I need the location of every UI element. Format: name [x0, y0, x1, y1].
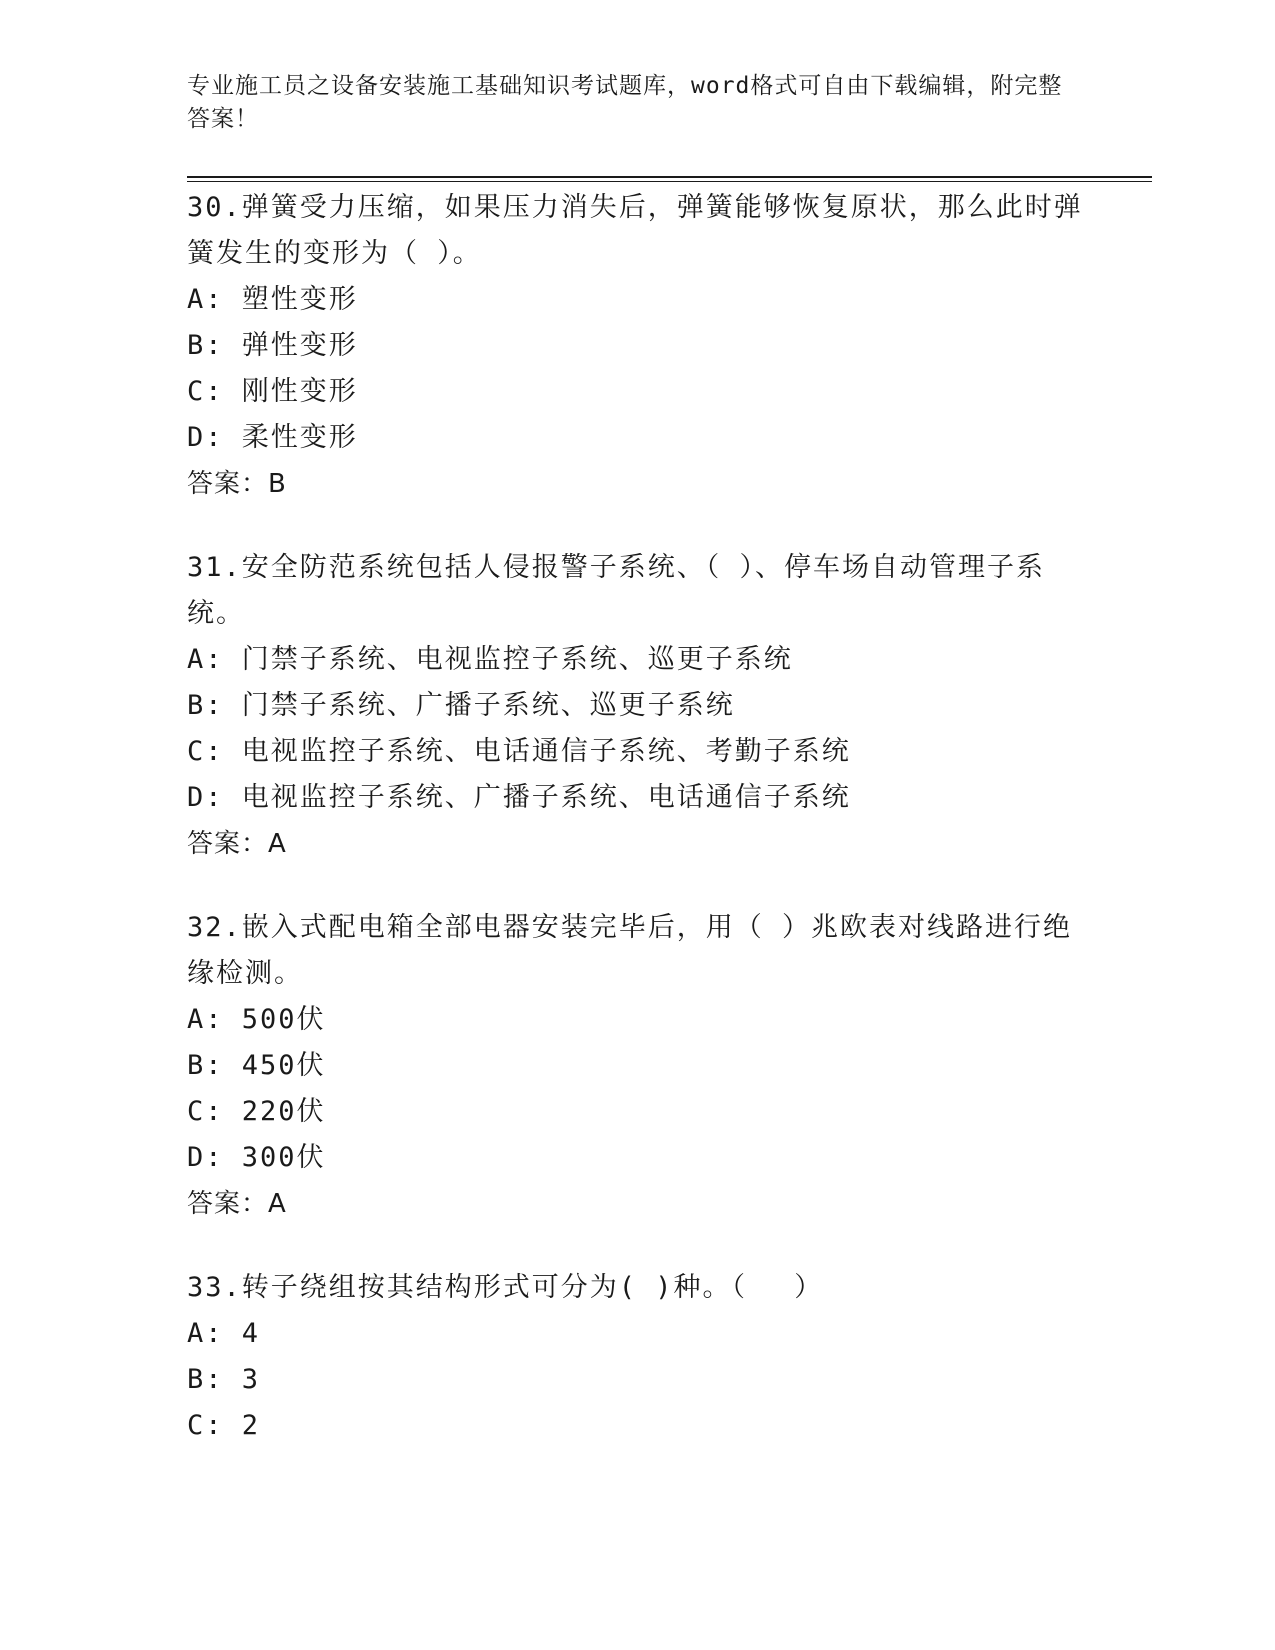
document-header: 专业施工员之设备安装施工基础知识考试题库，word格式可自由下载编辑，附完整答案！ [187, 73, 1063, 132]
header-divider [187, 176, 1152, 178]
question-33 [187, 1265, 1087, 1449]
option-d: D: 300伏 [187, 1142, 326, 1173]
option-b: B: 门禁子系统、广播子系统、巡更子系统 [187, 690, 735, 721]
question-31 [187, 545, 1087, 867]
question-stem: 33.转子绕组按其结构形式可分为( )种。（ ） [187, 1272, 824, 1303]
question-stem: 30.弹簧受力压缩，如果压力消失后，弹簧能够恢复原状，那么此时弹簧发生的变形为（ ）。 [187, 192, 1083, 269]
answer: 答案：B [187, 469, 287, 499]
answer: 答案：A [187, 829, 287, 859]
option-c: C: 电视监控子系统、电话通信子系统、考勤子系统 [187, 736, 851, 767]
question-32 [187, 905, 1087, 1227]
question-30 [187, 185, 1087, 507]
option-b: B: 弹性变形 [187, 330, 358, 361]
option-d: D: 柔性变形 [187, 422, 358, 453]
question-stem: 32.嵌入式配电箱全部电器安装完毕后，用（ ）兆欧表对线路进行绝缘检测。 [187, 912, 1073, 989]
question-stem: 31.安全防范系统包括人侵报警子系统、（ ）、停车场自动管理子系统。 [187, 552, 1046, 629]
option-a: A: 500伏 [187, 1004, 326, 1035]
answer: 答案：A [187, 1189, 287, 1219]
option-a: A: 4 [187, 1318, 261, 1349]
header-divider-thin [187, 181, 1152, 182]
option-a: A: 门禁子系统、电视监控子系统、巡更子系统 [187, 644, 793, 675]
option-b: B: 3 [187, 1364, 261, 1395]
option-c: C: 220伏 [187, 1096, 326, 1127]
option-c: C: 刚性变形 [187, 376, 358, 407]
option-c: C: 2 [187, 1410, 261, 1441]
option-b: B: 450伏 [187, 1050, 326, 1081]
option-d: D: 电视监控子系统、广播子系统、电话通信子系统 [187, 782, 851, 813]
option-a: A: 塑性变形 [187, 284, 358, 315]
